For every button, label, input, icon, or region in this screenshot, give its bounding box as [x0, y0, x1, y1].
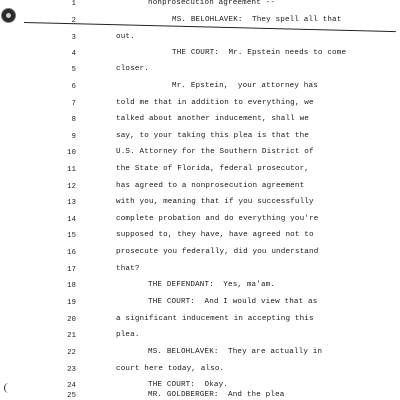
line-text: THE COURT: Mr. Epstein needs to come — [172, 49, 347, 57]
line-text: prosecute you federally, did you understand — [116, 248, 319, 256]
line-number: 23 — [67, 366, 76, 374]
line-text: court here today, also. — [116, 365, 225, 373]
line-number: 18 — [67, 282, 76, 290]
line-text: MR. GOLDBERGER: And the plea — [148, 391, 285, 399]
line-text: talked about another inducement, shall we — [116, 115, 309, 123]
line-number: 16 — [67, 249, 76, 257]
line-text: plea. — [116, 331, 140, 339]
line-text: MS. BELOHLAVEK: They spell all that — [172, 16, 342, 24]
line-text: that? — [116, 265, 140, 273]
line-number: 21 — [67, 332, 76, 340]
line-text: THE COURT: And I would view that as — [148, 298, 318, 306]
line-number: 13 — [67, 199, 76, 207]
line-number: 17 — [67, 266, 76, 274]
line-number: 22 — [67, 349, 76, 357]
line-number: 11 — [67, 166, 76, 174]
line-number: 5 — [71, 66, 76, 74]
line-text: the State of Florida, federal prosecutor, — [116, 165, 309, 173]
line-number: 1 — [71, 0, 76, 8]
line-text: say, to your taking this plea is that the — [116, 132, 309, 140]
line-number: 8 — [71, 116, 76, 124]
line-number: 24 — [67, 382, 76, 390]
line-number: 4 — [71, 50, 76, 58]
line-text: nonprosecution agreement -- — [148, 0, 276, 7]
binder-hole-bottom — [4, 383, 13, 393]
line-number: 9 — [71, 133, 76, 141]
line-text: has agreed to a nonprosecution agreement — [116, 182, 305, 190]
line-text: Mr. Epstein, your attorney has — [172, 82, 318, 90]
line-text: supposed to, they have, have agreed not to — [116, 231, 314, 239]
line-text: THE DEFENDANT: Yes, ma'am. — [148, 281, 276, 289]
line-number: 10 — [67, 149, 76, 157]
line-number: 6 — [71, 83, 76, 91]
line-number: 19 — [67, 299, 76, 307]
line-number: 20 — [67, 316, 76, 324]
line-text: THE COURT: Okay. — [148, 381, 229, 389]
line-number: 15 — [67, 232, 76, 240]
line-number: 12 — [67, 183, 76, 191]
binder-hole-inner — [6, 13, 11, 18]
line-text: a significant inducement in accepting this — [116, 315, 314, 323]
line-text: told me that in addition to everything, we — [116, 99, 314, 107]
line-number: 25 — [67, 392, 76, 400]
line-number: 14 — [67, 216, 76, 224]
line-text: MS. BELOHLAVEK: They are actually in — [148, 348, 323, 356]
line-number: 7 — [71, 100, 76, 108]
line-text: with you, meaning that if you successfully — [116, 198, 314, 206]
line-text: complete probation and do everything you're — [116, 215, 319, 223]
line-number: 3 — [71, 34, 76, 42]
line-number: 2 — [71, 17, 76, 25]
line-text: out. — [116, 33, 135, 41]
line-text: U.S. Attorney for the Southern District of — [116, 148, 314, 156]
line-text: closer. — [116, 65, 149, 73]
